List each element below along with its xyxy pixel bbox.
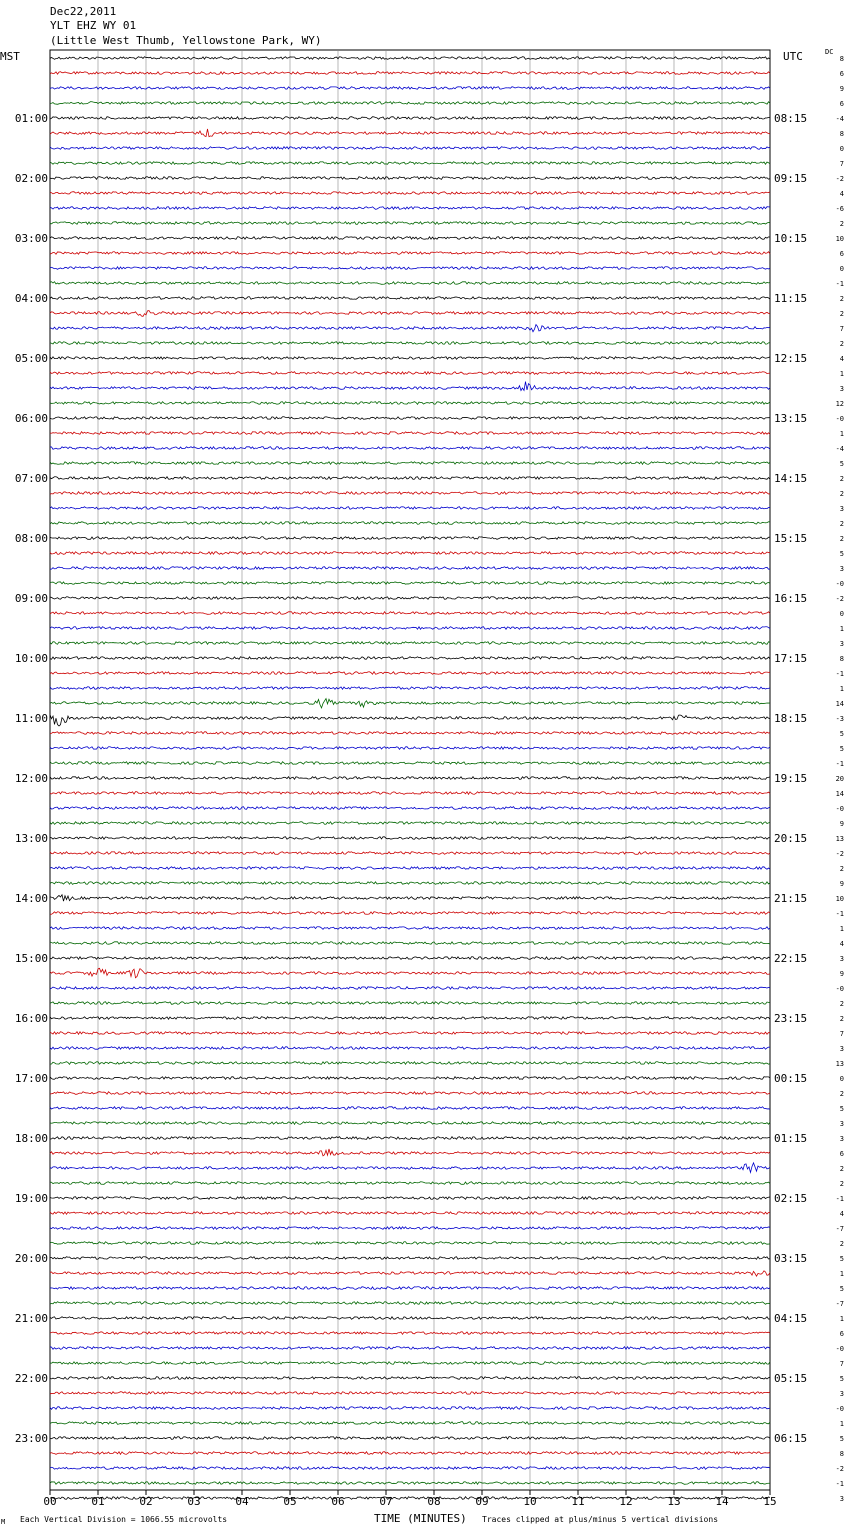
seismogram-trace xyxy=(50,612,770,615)
left-hour-label: 05:00 xyxy=(14,352,48,365)
dc-offset-value: 2 xyxy=(839,490,844,498)
seismogram-trace xyxy=(50,1163,770,1173)
seismogram-trace xyxy=(50,311,770,317)
seismogram-trace xyxy=(50,402,770,405)
seismogram-trace xyxy=(50,1227,770,1230)
seismogram-trace xyxy=(50,1092,770,1095)
dc-offset-value: 3 xyxy=(839,1045,844,1053)
seismogram-trace xyxy=(50,147,770,150)
seismogram-trace xyxy=(50,1287,770,1290)
dc-offset-value: 14 xyxy=(835,790,844,798)
dc-offset-value: 3 xyxy=(839,1135,844,1143)
dc-offset-value: 5 xyxy=(839,1105,844,1113)
seismogram-trace xyxy=(50,222,770,225)
seismogram-trace xyxy=(50,237,770,240)
dc-offset-value: -0 xyxy=(835,580,844,588)
dc-offset-value: 2 xyxy=(839,1180,844,1188)
right-hour-labels xyxy=(774,112,807,1445)
dc-offset-value: 6 xyxy=(839,100,844,108)
corner-mark: M xyxy=(1,1518,6,1526)
dc-offset-value: -0 xyxy=(835,985,844,993)
dc-offset-value: 2 xyxy=(839,1165,844,1173)
seismogram-trace xyxy=(50,342,770,345)
trace-group xyxy=(50,57,770,1500)
dc-offset-value: 10 xyxy=(835,235,844,243)
right-hour-label: 08:15 xyxy=(774,112,808,125)
seismogram-trace xyxy=(50,382,770,391)
dc-offset-value: 8 xyxy=(839,55,844,63)
right-hour-label: 06:15 xyxy=(774,1432,808,1445)
dc-offset-value: -7 xyxy=(835,1225,844,1233)
seismogram-trace xyxy=(50,552,770,555)
seismogram-trace xyxy=(50,117,770,120)
seismogram-trace xyxy=(50,1032,770,1035)
dc-offset-value: 2 xyxy=(839,865,844,873)
left-hour-label: 10:00 xyxy=(14,652,48,665)
seismogram-trace xyxy=(50,102,770,105)
left-hour-label: 12:00 xyxy=(14,772,48,785)
right-hour-label: 16:15 xyxy=(774,592,808,605)
dc-offset-value: 5 xyxy=(839,1435,844,1443)
dc-offset-value: 10 xyxy=(835,895,844,903)
left-hour-label: 01:00 xyxy=(14,112,48,125)
chart-date: Dec22,2011 xyxy=(50,5,117,18)
seismogram-trace xyxy=(50,1467,770,1470)
left-hour-label: 09:00 xyxy=(14,592,48,605)
dc-offset-value: 1 xyxy=(839,925,844,933)
seismogram-trace xyxy=(50,1137,770,1140)
dc-offset-value: 8 xyxy=(839,130,844,138)
dc-offset-value: 1 xyxy=(839,625,844,633)
left-hour-label: 11:00 xyxy=(14,712,48,725)
seismogram-trace xyxy=(50,537,770,540)
seismogram-trace xyxy=(50,1302,770,1305)
left-hour-label: 18:00 xyxy=(14,1132,48,1145)
seismogram-trace xyxy=(50,507,770,510)
seismogram-trace xyxy=(50,1107,770,1110)
dc-offset-value: 4 xyxy=(839,190,844,198)
dc-offset-value: 2 xyxy=(839,1015,844,1023)
seismogram-trace xyxy=(50,57,770,60)
left-hour-label: 13:00 xyxy=(14,832,48,845)
dc-offset-value: 4 xyxy=(839,940,844,948)
seismogram-trace xyxy=(50,822,770,825)
dc-offset-value: 3 xyxy=(839,565,844,573)
x-tick-label: 04 xyxy=(235,1495,249,1508)
dc-offset-value: 4 xyxy=(839,355,844,363)
seismogram-trace xyxy=(50,852,770,855)
right-timezone-label: UTC xyxy=(783,50,803,63)
dc-offset-value: 6 xyxy=(839,1150,844,1158)
seismogram-trace xyxy=(50,582,770,585)
dc-offset-value: -1 xyxy=(835,1195,844,1203)
dc-offset-value: 2 xyxy=(839,310,844,318)
seismogram-trace xyxy=(50,1317,770,1320)
dc-offset-value: 1 xyxy=(839,1270,844,1278)
dc-offset-value: -3 xyxy=(835,715,844,723)
x-tick-label: 15 xyxy=(763,1495,777,1508)
left-hour-label: 23:00 xyxy=(14,1432,48,1445)
dc-offset-value: -1 xyxy=(835,280,844,288)
seismogram-trace xyxy=(50,762,770,765)
seismogram-trace xyxy=(50,297,770,300)
right-hour-label: 09:15 xyxy=(774,172,808,185)
dc-offset-value: 5 xyxy=(839,730,844,738)
dc-offset-labels xyxy=(836,55,844,1503)
dc-offset-value: -4 xyxy=(835,445,844,453)
seismogram-trace xyxy=(50,1437,770,1440)
dc-offset-value: 2 xyxy=(839,340,844,348)
seismogram-trace xyxy=(50,732,770,735)
seismogram-trace xyxy=(50,325,770,332)
right-hour-label: 01:15 xyxy=(774,1132,808,1145)
x-tick-label: 00 xyxy=(43,1495,57,1508)
seismogram-trace xyxy=(50,372,770,375)
x-tick-label: 02 xyxy=(139,1495,153,1508)
dc-offset-value: 2 xyxy=(839,1000,844,1008)
chart-location: (Little West Thumb, Yellowstone Park, WY) xyxy=(50,34,322,47)
dc-offset-value: 8 xyxy=(839,1450,844,1458)
dc-offset-value: 2 xyxy=(839,1090,844,1098)
left-hour-label: 03:00 xyxy=(14,232,48,245)
right-hour-label: 17:15 xyxy=(774,652,808,665)
x-tick-label: 11 xyxy=(571,1495,585,1508)
x-tick-label: 07 xyxy=(379,1495,393,1508)
seismogram-trace xyxy=(50,837,770,840)
dc-offset-value: 6 xyxy=(839,250,844,258)
dc-offset-value: 1 xyxy=(839,370,844,378)
seismogram-trace xyxy=(50,1149,770,1156)
seismogram-trace xyxy=(50,642,770,645)
right-hour-label: 02:15 xyxy=(774,1192,808,1205)
seismogram-trace xyxy=(50,462,770,465)
seismogram-trace xyxy=(50,1002,770,1005)
seismogram-trace xyxy=(50,699,770,708)
scale-note: Each Vertical Division = 1066.55 microvolts xyxy=(20,1515,228,1524)
x-tick-label: 03 xyxy=(187,1495,201,1508)
x-tick-label: 10 xyxy=(523,1495,537,1508)
right-hour-label: 12:15 xyxy=(774,352,808,365)
clip-note: Traces clipped at plus/minus 5 vertical divisions xyxy=(482,1515,719,1524)
dc-offset-value: 3 xyxy=(839,640,844,648)
dc-offset-value: 5 xyxy=(839,1255,844,1263)
left-timezone-label: MST xyxy=(0,50,20,63)
x-tick-label: 08 xyxy=(427,1495,441,1508)
x-tick-labels xyxy=(43,1490,776,1508)
seismogram-trace xyxy=(50,567,770,570)
dc-offset-value: 12 xyxy=(835,400,844,408)
right-hour-label: 10:15 xyxy=(774,232,808,245)
left-hour-label: 20:00 xyxy=(14,1252,48,1265)
dc-offset-value: 3 xyxy=(839,1495,844,1503)
seismogram-trace xyxy=(50,867,770,870)
dc-offset-value: 0 xyxy=(839,265,844,273)
right-hour-label: 22:15 xyxy=(774,952,808,965)
x-tick-label: 05 xyxy=(283,1495,297,1508)
seismogram-trace xyxy=(50,657,770,660)
dc-offset-value: 9 xyxy=(839,820,844,828)
right-hour-label: 20:15 xyxy=(774,832,808,845)
right-hour-label: 13:15 xyxy=(774,412,808,425)
left-hour-label: 19:00 xyxy=(14,1192,48,1205)
dc-offset-value: 3 xyxy=(839,955,844,963)
right-hour-label: 00:15 xyxy=(774,1072,808,1085)
right-hour-label: 21:15 xyxy=(774,892,808,905)
seismogram-trace xyxy=(50,267,770,270)
seismogram-trace xyxy=(50,87,770,90)
dc-offset-value: 4 xyxy=(839,1210,844,1218)
seismogram-trace xyxy=(50,597,770,600)
seismogram-trace xyxy=(50,1197,770,1200)
right-hour-label: 19:15 xyxy=(774,772,808,785)
dc-offset-value: 5 xyxy=(839,460,844,468)
left-hour-label: 07:00 xyxy=(14,472,48,485)
left-hour-label: 17:00 xyxy=(14,1072,48,1085)
dc-offset-value: 3 xyxy=(839,1390,844,1398)
dc-offset-value: -1 xyxy=(835,910,844,918)
right-hour-label: 11:15 xyxy=(774,292,808,305)
dc-offset-value: 2 xyxy=(839,220,844,228)
seismogram-trace xyxy=(50,177,770,180)
seismogram-trace xyxy=(50,895,770,901)
seismogram-trace xyxy=(50,1452,770,1455)
seismogram-trace xyxy=(50,807,770,810)
dc-offset-value: 13 xyxy=(835,835,844,843)
seismogram-trace xyxy=(50,1062,770,1065)
seismogram-trace xyxy=(50,192,770,195)
dc-offset-value: 7 xyxy=(839,1030,844,1038)
dc-offset-value: 0 xyxy=(839,145,844,153)
seismogram-trace xyxy=(50,1407,770,1410)
right-hour-label: 23:15 xyxy=(774,1012,808,1025)
right-hour-label: 14:15 xyxy=(774,472,808,485)
seismogram-trace xyxy=(50,912,770,915)
seismogram-trace xyxy=(50,1017,770,1020)
dc-offset-value: -2 xyxy=(835,850,844,858)
dc-offset-value: 9 xyxy=(839,880,844,888)
x-tick-label: 14 xyxy=(715,1495,729,1508)
seismogram-trace xyxy=(50,207,770,210)
dc-offset-value: 20 xyxy=(835,775,844,783)
dc-offset-value: 14 xyxy=(835,700,844,708)
x-tick-label: 01 xyxy=(91,1495,105,1508)
dc-offset-value: 3 xyxy=(839,1120,844,1128)
dc-offset-value: 3 xyxy=(839,505,844,513)
seismogram-trace xyxy=(50,942,770,945)
seismogram-trace xyxy=(50,687,770,690)
seismogram-trace xyxy=(50,162,770,165)
seismogram-trace xyxy=(50,747,770,750)
right-hour-label: 18:15 xyxy=(774,712,808,725)
seismogram-trace xyxy=(50,1497,770,1500)
dc-offset-value: 5 xyxy=(839,1375,844,1383)
seismogram-trace xyxy=(50,1257,770,1260)
dc-offset-value: 1 xyxy=(839,685,844,693)
dc-offset-value: -0 xyxy=(835,1405,844,1413)
dc-offset-value: 2 xyxy=(839,535,844,543)
dc-offset-value: 1 xyxy=(839,1420,844,1428)
dc-offset-value: 13 xyxy=(835,1060,844,1068)
seismogram-trace xyxy=(50,417,770,420)
seismogram-trace xyxy=(50,987,770,990)
seismogram-trace xyxy=(50,672,770,675)
dc-offset-value: 5 xyxy=(839,745,844,753)
seismogram-trace xyxy=(50,1347,770,1350)
dc-offset-value: 9 xyxy=(839,85,844,93)
left-hour-label: 06:00 xyxy=(14,412,48,425)
left-hour-label: 22:00 xyxy=(14,1372,48,1385)
dc-offset-value: -0 xyxy=(835,805,844,813)
seismogram-trace xyxy=(50,882,770,885)
dc-offset-value: 1 xyxy=(839,1315,844,1323)
dc-offset-value: 2 xyxy=(839,1240,844,1248)
left-hour-labels xyxy=(15,112,48,1445)
seismogram-trace xyxy=(50,492,770,495)
dc-offset-value: -0 xyxy=(835,415,844,423)
dc-offset-value: 9 xyxy=(839,970,844,978)
dc-offset-value: 2 xyxy=(839,520,844,528)
dc-offset-value: 7 xyxy=(839,325,844,333)
dc-offset-value: -1 xyxy=(835,1480,844,1488)
seismogram-trace xyxy=(50,282,770,285)
seismogram-trace xyxy=(50,129,770,137)
left-hour-label: 14:00 xyxy=(14,892,48,905)
dc-offset-value: -2 xyxy=(835,595,844,603)
right-hour-label: 04:15 xyxy=(774,1312,808,1325)
x-tick-label: 13 xyxy=(667,1495,681,1508)
x-tick-label: 06 xyxy=(331,1495,345,1508)
seismogram-trace xyxy=(50,1182,770,1185)
left-hour-label: 16:00 xyxy=(14,1012,48,1025)
right-hour-label: 15:15 xyxy=(774,532,808,545)
seismogram-trace xyxy=(50,792,770,795)
seismogram-trace xyxy=(50,957,770,960)
seismogram-trace xyxy=(50,1077,770,1080)
seismogram-trace xyxy=(50,522,770,525)
dc-offset-value: -6 xyxy=(835,205,844,213)
seismogram-trace xyxy=(50,1422,770,1425)
seismogram-trace xyxy=(50,432,770,435)
dc-offset-value: 6 xyxy=(839,70,844,78)
dc-offset-value: 2 xyxy=(839,295,844,303)
seismogram-trace xyxy=(50,715,770,726)
seismogram-trace xyxy=(50,1332,770,1335)
dc-offset-value: 2 xyxy=(839,475,844,483)
seismogram-trace xyxy=(50,447,770,450)
seismogram-trace xyxy=(50,1242,770,1245)
seismogram-trace xyxy=(50,777,770,780)
dc-offset-value: 7 xyxy=(839,160,844,168)
dc-offset-value: 5 xyxy=(839,1285,844,1293)
seismogram-trace xyxy=(50,1212,770,1215)
left-hour-label: 04:00 xyxy=(14,292,48,305)
dc-column-label: DC xyxy=(825,48,834,56)
seismogram-trace xyxy=(50,72,770,75)
dc-offset-value: 3 xyxy=(839,385,844,393)
plot-frame xyxy=(50,50,770,1490)
dc-offset-value: -4 xyxy=(835,115,844,123)
left-hour-label: 08:00 xyxy=(14,532,48,545)
dc-offset-value: 1 xyxy=(839,430,844,438)
seismogram-trace xyxy=(50,252,770,255)
dc-offset-value: 7 xyxy=(839,1360,844,1368)
dc-offset-value: -1 xyxy=(835,760,844,768)
right-hour-label: 05:15 xyxy=(774,1372,808,1385)
dc-offset-value: -7 xyxy=(835,1300,844,1308)
dc-offset-value: -2 xyxy=(835,1465,844,1473)
x-axis-label: TIME (MINUTES) xyxy=(374,1512,467,1525)
seismogram-trace xyxy=(50,357,770,360)
seismogram-trace xyxy=(50,1362,770,1365)
left-hour-label: 15:00 xyxy=(14,952,48,965)
x-tick-label: 12 xyxy=(619,1495,633,1508)
x-tick-label: 09 xyxy=(475,1495,489,1508)
dc-offset-value: -0 xyxy=(835,1345,844,1353)
dc-offset-value: 0 xyxy=(839,1075,844,1083)
dc-offset-value: -1 xyxy=(835,670,844,678)
dc-offset-value: -2 xyxy=(835,175,844,183)
seismogram-trace xyxy=(50,1392,770,1395)
seismogram-trace xyxy=(50,1482,770,1485)
dc-offset-value: 0 xyxy=(839,610,844,618)
dc-offset-value: 5 xyxy=(839,550,844,558)
seismogram-trace xyxy=(50,1271,770,1276)
chart-station: YLT EHZ WY 01 xyxy=(50,19,137,32)
seismogram-trace xyxy=(50,627,770,630)
left-hour-label: 21:00 xyxy=(14,1312,48,1325)
seismogram-trace xyxy=(50,927,770,930)
seismogram-trace xyxy=(50,477,770,480)
dc-offset-value: 6 xyxy=(839,1330,844,1338)
dc-offset-value: 8 xyxy=(839,655,844,663)
seismogram-trace xyxy=(50,968,770,977)
left-hour-label: 02:00 xyxy=(14,172,48,185)
seismogram-trace xyxy=(50,1047,770,1050)
seismogram-trace xyxy=(50,1377,770,1380)
right-hour-label: 03:15 xyxy=(774,1252,808,1265)
plot-grid xyxy=(50,50,770,1490)
seismogram-trace xyxy=(50,1122,770,1125)
